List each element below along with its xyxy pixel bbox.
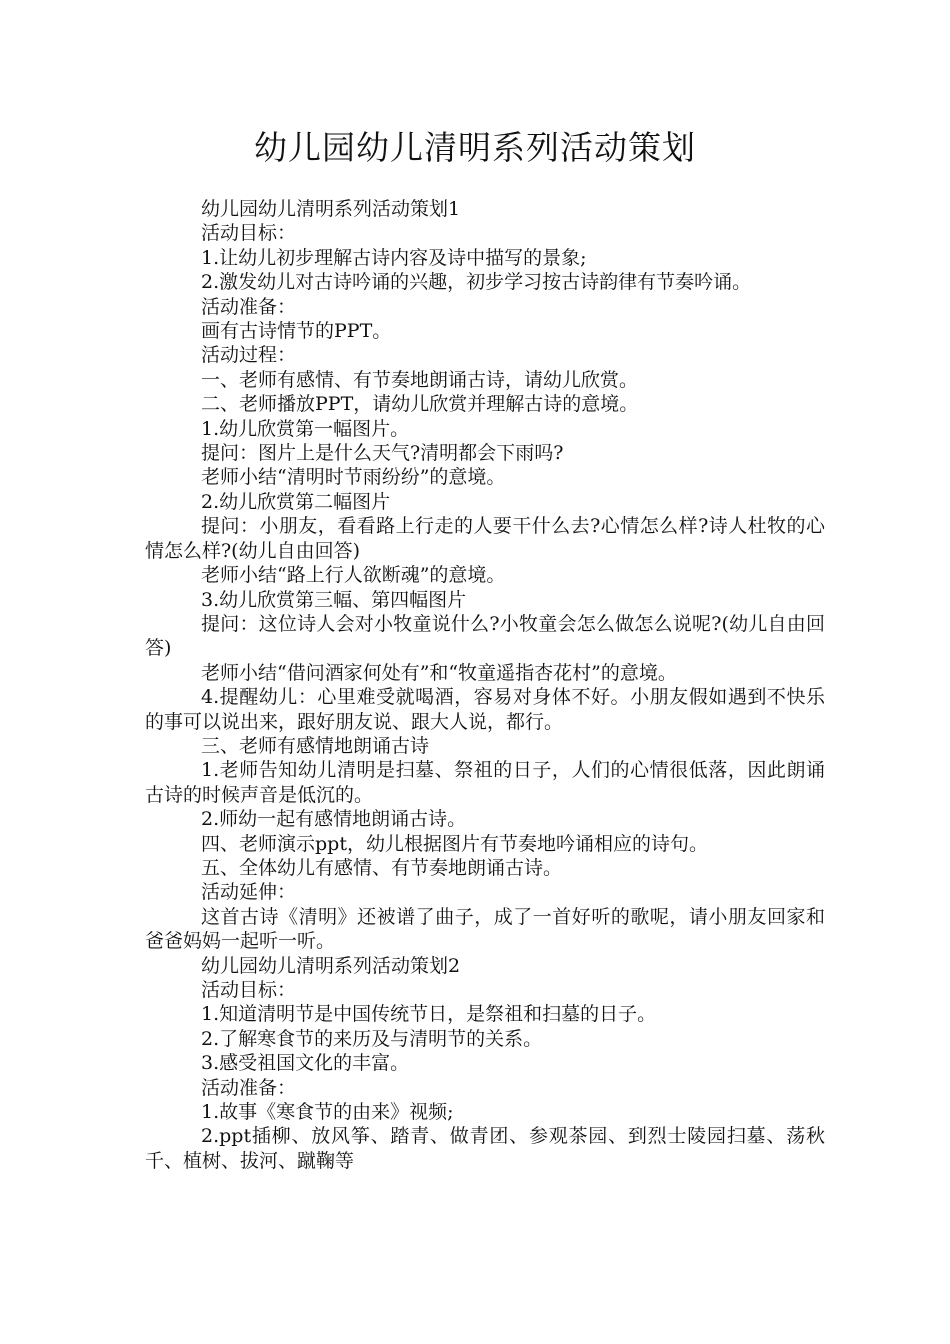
paragraph: 1.知道清明节是中国传统节日，是祭祖和扫墓的日子。 xyxy=(201,1003,657,1026)
paragraph: 1.让幼儿初步理解古诗内容及诗中描写的景象; xyxy=(201,246,587,269)
paragraph: 老师小结“清明时节雨纷纷”的意境。 xyxy=(201,466,506,489)
document-body xyxy=(145,197,825,1173)
paragraph: 幼儿园幼儿清明系列活动策划2 xyxy=(201,954,461,977)
paragraph: 1.故事《寒食节的由来》视频; xyxy=(201,1101,454,1124)
paragraph: 2.了解寒食节的来历及与清明节的关系。 xyxy=(201,1027,543,1050)
paragraph: 提问：图片上是什么天气?清明都会下雨吗? xyxy=(201,442,564,465)
paragraph: 2.幼儿欣赏第二幅图片 xyxy=(201,490,391,513)
paragraph: 活动过程： xyxy=(201,344,297,367)
paragraph: 2.激发幼儿对古诗吟诵的兴趣，初步学习按古诗韵律有节奏吟诵。 xyxy=(201,271,752,294)
paragraph: 1.老师告知幼儿清明是扫墓、祭祖的日子，人们的心情很低落，因此朗诵古诗的时候声音是低沉的。 xyxy=(145,759,825,806)
paragraph: 幼儿园幼儿清明系列活动策划1 xyxy=(201,198,461,220)
paragraph: 四、老师演示ppt，幼儿根据图片有节奏地吟诵相应的诗句。 xyxy=(201,832,708,855)
paragraph: 1.幼儿欣赏第一幅图片。 xyxy=(201,417,410,440)
paragraph: 3.幼儿欣赏第三幅、第四幅图片 xyxy=(201,588,467,611)
paragraph: 4.提醒幼儿：心里难受就喝酒，容易对身体不好。小朋友假如遇到不快乐的事可以说出来，跟好朋友说、跟大人说，都行。 xyxy=(145,686,825,733)
paragraph: 活动准备： xyxy=(201,295,297,318)
document-title: 幼儿园幼儿清明系列活动策划 xyxy=(254,128,696,167)
paragraph: 活动延伸： xyxy=(201,881,297,904)
paragraph: 这首古诗《清明》还被谱了曲子，成了一首好听的歌呢，请小朋友回家和爸爸妈妈一起听一听。 xyxy=(145,905,825,953)
paragraph: 活动准备： xyxy=(201,1076,297,1099)
paragraph: 提问：这位诗人会对小牧童说什么?小牧童会怎么做怎么说呢?(幼儿自由回答) xyxy=(145,612,825,660)
paragraph: 三、老师有感情地朗诵古诗 xyxy=(201,734,430,757)
paragraph: 画有古诗情节的PPT。 xyxy=(201,320,392,343)
paragraph: 3.感受祖国文化的丰富。 xyxy=(201,1052,410,1075)
paragraph: 老师小结“路上行人欲断魂”的意境。 xyxy=(201,564,506,587)
paragraph: 老师小结“借问酒家何处有”和“牧童遥指杏花村”的意境。 xyxy=(201,661,677,684)
paragraph: 二、老师播放PPT，请幼儿欣赏并理解古诗的意境。 xyxy=(201,393,639,416)
paragraph: 提问：小朋友，看看路上行走的人要干什么去?心情怎么样?诗人杜牧的心情怎么样?(幼儿自由回答) xyxy=(145,515,825,562)
paragraph: 2.ppt插柳、放风筝、踏青、做青团、参观茶园、到烈士陵园扫墓、荡秋千、植树、拔河、蹴鞠等 xyxy=(145,1125,825,1172)
paragraph: 活动目标： xyxy=(201,222,297,245)
paragraph: 2.师幼一起有感情地朗诵古诗。 xyxy=(201,808,467,831)
paragraph: 活动目标： xyxy=(201,979,297,1001)
paragraph: 一、老师有感情、有节奏地朗诵古诗，请幼儿欣赏。 xyxy=(201,368,639,391)
paragraph: 五、全体幼儿有感情、有节奏地朗诵古诗。 xyxy=(201,856,563,879)
